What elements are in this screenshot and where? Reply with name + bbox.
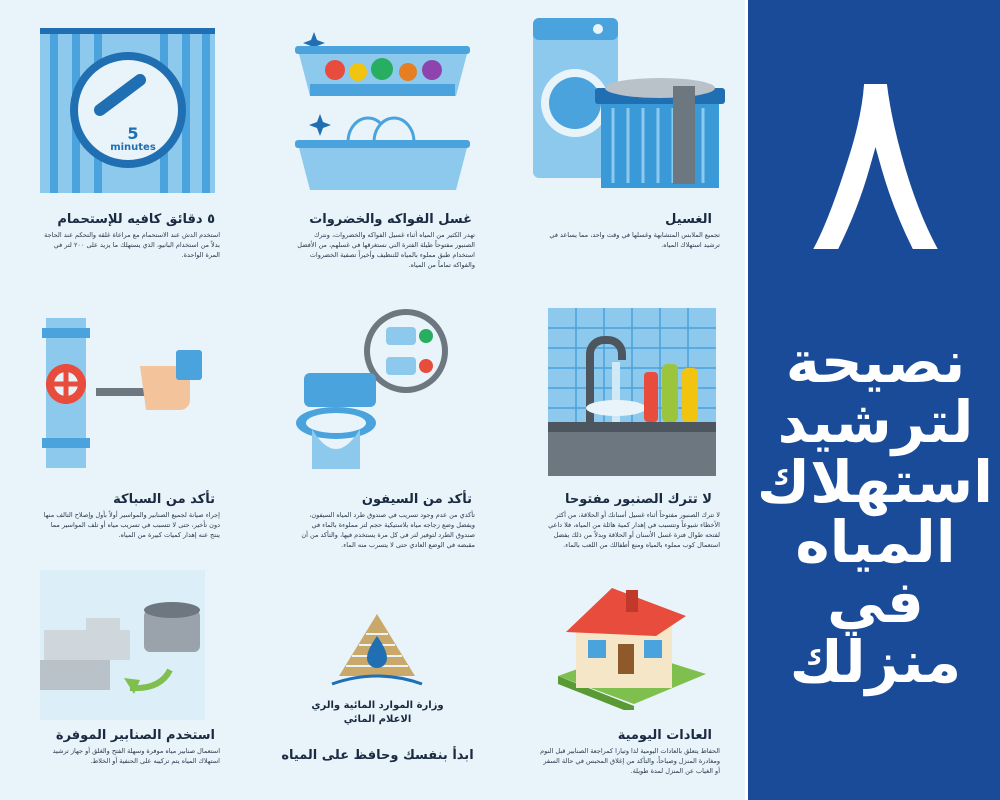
sidebar-title-line: استهلاك	[756, 448, 993, 516]
tip-title-habits: العادات اليومية	[617, 728, 712, 743]
tip-title-saving-tap: استخدم الصنابير الموفرة	[55, 728, 215, 743]
tip-title-shower: ٥ دقائق كافيه للإستحمام	[57, 212, 215, 227]
sidebar-frame	[745, 0, 1000, 800]
faucet-illustration	[548, 308, 716, 476]
tip-body-shower: استخدم الدش عند الاستحمام مع مراعاة غلقه والتحكم عند الحاجة بدلاً من استخدام البانيو، الذي يستهلك ما يزيد على ٢٠٠ لتر في المرة الواحدة.	[44, 231, 220, 259]
sidebar-title-line: في	[827, 568, 924, 636]
sidebar-title-line: لترشيد	[777, 388, 974, 456]
tip-title-toilet: تأكد من السيفون	[361, 492, 472, 507]
sidebar-title-line: منزلك	[789, 628, 962, 696]
toilet-illustration	[296, 305, 461, 480]
ministry-logo	[322, 612, 432, 697]
dish-basin	[298, 144, 468, 190]
tip-body-tap: لا تترك الصنبور مفتوحاً أثناء غسيل أسنانك أو الحلاقة، من أكثر الأخطاء شيوعاً وتتسبب في إهدار كمية هائلة من المياه، فلا داعي لفتحه طوال فترة غسل الأسنان أو الحلاقة وبدلاً من ذلك يفضل استعمال كوب مملوء بالمياه ومنع أطفالك من اللعب بالماء.	[548, 511, 720, 549]
saving-tap-illustration	[40, 570, 205, 720]
check-icon	[419, 329, 433, 343]
tip-body-laundry: تجميع الملابس المتشابهة وغسلها في وقت واحد، مما يساعد في ترشيد استهلاك المياه.	[549, 231, 720, 249]
title-sidebar	[745, 0, 1000, 800]
laundry-illustration	[533, 18, 728, 193]
timer-number: 5	[127, 124, 139, 143]
shower-timer-illustration	[40, 28, 215, 193]
ministry-name: وزارة الموارد المائية والري	[311, 700, 444, 711]
tip-body-toilet: تأكدي من عدم وجود تسريب في صندوق طرد المياه السيفون، ويفضل وضع زجاجه مياه بلاستيكية حجم لتر مملوءة بالماء في صندوق الطرد لتوفير لتر في كل مرة يستخدم فيها، والتأكد من أن مقبضه في الوضع العادي حتى لا يتسرب منه الماء.	[301, 511, 475, 549]
laundry-basket	[601, 100, 719, 188]
toilet-tank	[304, 373, 376, 407]
ministry-department: الاعلام المائي	[343, 714, 412, 725]
sidebar-title	[756, 328, 993, 696]
tip-body-fruits: تهدر الكثير من المياه أثناء غسيل الفواكه والخضروات، ونترك الصنبور مفتوحاً طيلة الفترة التي نستغرقها في غسلهم، من الأفضل استخدام طبق مملوء بالمياه للتنظيف وأخيراً تصفية الخضروات والفواكه تماماً من المياه.	[297, 231, 475, 269]
tip-body-saving-tap: استعمال صنابير مياه موفرة وسهلة الفتح والغلق أو جهاز ترشيد استهلاك المياه يتم تركيبه على الحنفية أو الخلاط.	[52, 747, 220, 765]
tip-title-laundry: الغسيل	[665, 212, 712, 227]
plumbing-illustration	[40, 318, 205, 468]
house-illustration	[548, 580, 713, 710]
tip-title-fruits: غسل الفواكه والخضروات	[309, 212, 472, 227]
slogan: ابدأ بنفسك وحافظ على المياه	[281, 748, 474, 763]
tip-title-plumbing: تأكد من السباكة	[113, 492, 215, 507]
tips-count: ٨	[805, 9, 946, 311]
tip-title-tap: لا تترك الصنبور مفتوحا	[565, 492, 712, 507]
tip-body-plumbing: إجراء صيانة لجميع الصنابير والمواسير أولاً بأول وإصلاح التالف منها دون تأخير، حتى لا تتسبب في تسريب مياه أو تلف المواسير مما ينتج عنه إهدار كميات كبيرة من المياه.	[43, 511, 220, 539]
sidebar-title-line: المياه	[795, 508, 956, 576]
sidebar-title-line: نصيحة	[785, 328, 966, 396]
cross-icon	[419, 359, 433, 373]
timer-unit: minutes	[110, 142, 156, 153]
washing-fruits-illustration	[290, 24, 475, 194]
tip-body-habits: الحفاظ يتعلق بالعادات اليومية لذا وتيارا كمراجعة الصنابير قبل النوم ومغادرة المنزل وصباحاً، والتأكد من إغلاق المحبس في حالة السفر أو الغياب عن المنزل لمدة طويلة.	[540, 747, 720, 775]
